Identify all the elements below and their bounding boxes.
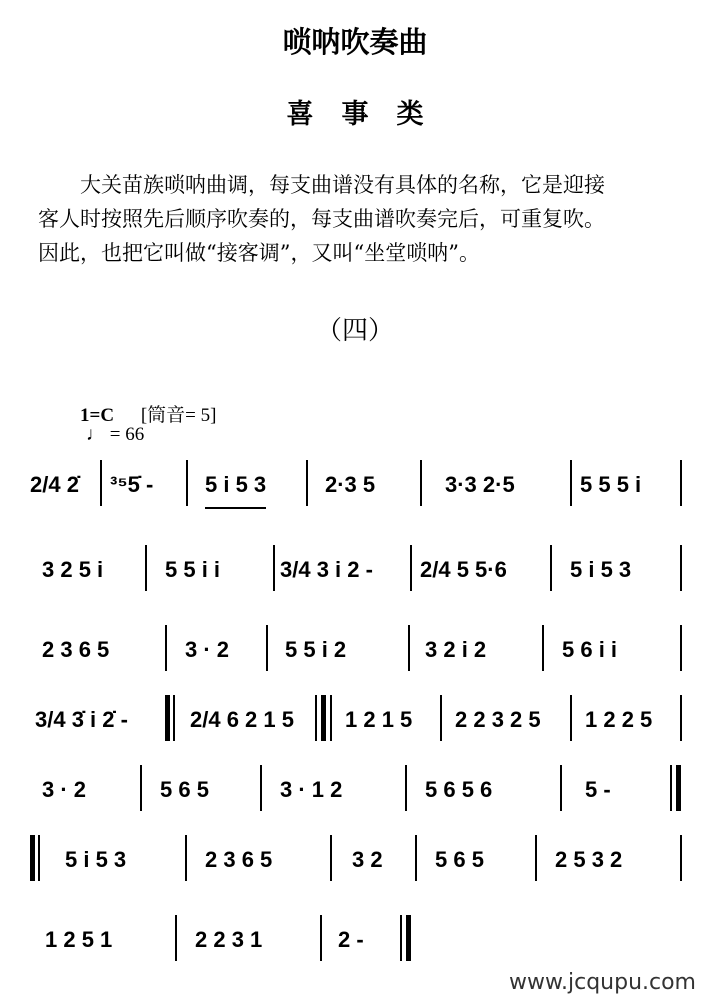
repeat-start: [165, 695, 177, 741]
measure: 2 -: [338, 927, 364, 952]
measure: 3 2 i 2: [425, 637, 487, 662]
measure: 5 i 5 3: [65, 847, 127, 872]
score-row: [30, 690, 680, 750]
measure: 2/4 2̇: [30, 472, 79, 497]
page-subtitle: 喜事类: [286, 99, 452, 130]
score-row: [30, 620, 680, 680]
measure: 5 6 5: [160, 777, 209, 802]
measure: 5 5 5 i: [580, 472, 642, 497]
measure: 3/4 3̇ i 2̇ -: [35, 707, 128, 732]
section-number: （四）: [315, 316, 394, 346]
measure: 5 i 5 3: [205, 465, 266, 509]
description-line: 客人时按照先后顺序吹奏的，每支曲谱吹奏完后，可重复吹。: [38, 207, 605, 231]
key-label: 1=C: [80, 405, 115, 426]
score-row: [30, 540, 680, 600]
barline: [306, 460, 308, 506]
barline: [185, 835, 187, 881]
measure: 1 2 1 5: [345, 707, 413, 732]
measure: 5 6 i i: [562, 637, 618, 662]
barline: [186, 460, 188, 506]
description: [38, 168, 678, 270]
measure: 3/4 3 i 2 -: [280, 557, 373, 582]
measure: 3 · 1 2: [280, 777, 343, 802]
barline: [408, 625, 410, 671]
barline: [165, 625, 167, 671]
measure: 2 3 6 5: [205, 847, 273, 872]
barline: [273, 545, 275, 591]
barline: [680, 625, 682, 671]
barline: [145, 545, 147, 591]
barline: [680, 695, 682, 741]
measure: 1 2 2 5: [585, 707, 653, 732]
description-line: 因此，也把它叫做“接客调”，又叫“坐堂唢呐”。: [38, 241, 480, 265]
barline: [550, 545, 552, 591]
repeat-end: [670, 765, 682, 811]
repeat-end: [400, 915, 412, 961]
tube-note: [筒音= 5]: [140, 405, 217, 426]
measure: 5 5 i i: [165, 557, 221, 582]
measure: 5 i 5 3: [570, 557, 632, 582]
barline: [100, 460, 102, 506]
measure: 2 2 3 2 5: [455, 707, 541, 732]
tempo-marking: ♩ = 66: [86, 424, 145, 445]
barline: [440, 695, 442, 741]
repeat-start: [30, 835, 42, 881]
barline: [410, 545, 412, 591]
measure: 1 2 5 1: [45, 927, 113, 952]
measure: 2/4 5 5·6: [420, 557, 507, 582]
measure: 2 2 3 1: [195, 927, 263, 952]
barline: [320, 915, 322, 961]
barline: [260, 765, 262, 811]
barline: [542, 625, 544, 671]
measure: 5 -: [585, 777, 611, 802]
measure: 3 · 2: [42, 777, 87, 802]
measure: 5 6 5: [435, 847, 484, 872]
measure: 2/4 6 2 1 5: [190, 707, 294, 732]
barline: [175, 915, 177, 961]
measure: 3 · 2: [185, 637, 230, 662]
measure: 3·3 2·5: [445, 472, 515, 497]
barline: [570, 695, 572, 741]
barline: [405, 765, 407, 811]
description-line: 大关苗族唢呐曲调，每支曲谱没有具体的名称，它是迎接: [80, 173, 605, 197]
watermark: www.jcqupu.com: [509, 970, 696, 995]
page-title: 唢呐吹奏曲: [282, 25, 428, 59]
barline: [680, 545, 682, 591]
measure: ³⁵5̇ -: [110, 472, 154, 497]
measure: 5 5 i 2: [285, 637, 347, 662]
measure: 3 2 5 i: [42, 557, 104, 582]
barline: [570, 460, 572, 506]
score-row: [30, 830, 680, 890]
barline: [680, 835, 682, 881]
repeat-boundary: [315, 695, 345, 741]
score-row: [30, 455, 680, 515]
barline: [140, 765, 142, 811]
barline: [560, 765, 562, 811]
barline: [420, 460, 422, 506]
key-signature: [80, 400, 216, 427]
measure: 2·3 5: [325, 472, 376, 497]
barline: [535, 835, 537, 881]
barline: [680, 460, 682, 506]
measure: 2 5 3 2: [555, 847, 623, 872]
barline: [330, 835, 332, 881]
measure: 3 2: [352, 847, 383, 872]
measure: 2 3 6 5: [42, 637, 110, 662]
barline: [415, 835, 417, 881]
barline: [266, 625, 268, 671]
measure: 5 6 5 6: [425, 777, 493, 802]
score-row: [30, 910, 680, 970]
score-row: [30, 760, 680, 820]
